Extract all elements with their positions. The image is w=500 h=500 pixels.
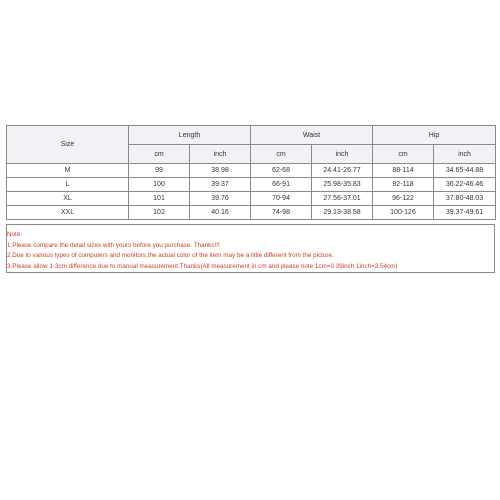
hip-cm-cell: 88-114	[373, 164, 434, 178]
hip-cm-header: cm	[373, 145, 434, 164]
table-row	[7, 206, 496, 220]
length-cm-cell: 100	[129, 178, 190, 192]
waist-cm-cell: 62-68	[251, 164, 312, 178]
note-line: 3.Please allow 1-3cm difference due to manual measurement.Thanks(All measurement in cm and please note 1cm=0.39inch 1inch=2.54cm)	[7, 262, 398, 270]
hip-cm-cell: 100-126	[373, 206, 434, 220]
hip-cm-cell: 92-118	[373, 178, 434, 192]
size-column-header: Size	[7, 126, 129, 164]
waist-cm-cell: 70-94	[251, 192, 312, 206]
waist-cm-header: cm	[251, 145, 312, 164]
size-cell: M	[7, 164, 129, 178]
size-cell: XL	[7, 192, 129, 206]
length-inch-cell: 39.76	[190, 192, 251, 206]
waist-inch-cell: 27.56-37.01	[312, 192, 373, 206]
waist-inch-cell: 29.13-38.58	[312, 206, 373, 220]
notes-title: Note:	[7, 231, 23, 238]
hip-inch-cell: 39.37-49.61	[434, 206, 496, 220]
hip-inch-cell: 34.65-44.88	[434, 164, 496, 178]
size-chart-table	[6, 125, 496, 220]
length-inch-header: inch	[190, 145, 251, 164]
hip-inch-header: inch	[434, 145, 496, 164]
waist-inch-cell: 24.41-26.77	[312, 164, 373, 178]
note-line: 2.Due to various types of computers and monitors,the actual color of the item may be a little different from the picture.	[7, 252, 334, 259]
note-line: 1.Please compare the detail sizes with yours before you purchase. Thanks!!!	[7, 241, 220, 249]
length-cm-cell: 101	[129, 192, 190, 206]
length-inch-cell: 38.98	[190, 164, 251, 178]
waist-group-header: Waist	[251, 126, 373, 145]
length-group-header: Length	[129, 126, 251, 145]
waist-cm-cell: 74-98	[251, 206, 312, 220]
hip-cm-cell: 96-122	[373, 192, 434, 206]
notes-box	[6, 224, 495, 273]
group-header-row	[7, 126, 496, 145]
size-cell: L	[7, 178, 129, 192]
table-row	[7, 192, 496, 206]
length-cm-header: cm	[129, 145, 190, 164]
length-inch-cell: 39.37	[190, 178, 251, 192]
length-cm-cell: 99	[129, 164, 190, 178]
hip-inch-cell: 36.22-46.46	[434, 178, 496, 192]
table-row	[7, 178, 496, 192]
table-row	[7, 164, 496, 178]
length-cm-cell: 102	[129, 206, 190, 220]
hip-inch-cell: 37.80-48.03	[434, 192, 496, 206]
waist-inch-cell: 25.98-35.83	[312, 178, 373, 192]
waist-inch-header: inch	[312, 145, 373, 164]
length-inch-cell: 40.16	[190, 206, 251, 220]
size-cell: XXL	[7, 206, 129, 220]
waist-cm-cell: 66-91	[251, 178, 312, 192]
hip-group-header: Hip	[373, 126, 496, 145]
